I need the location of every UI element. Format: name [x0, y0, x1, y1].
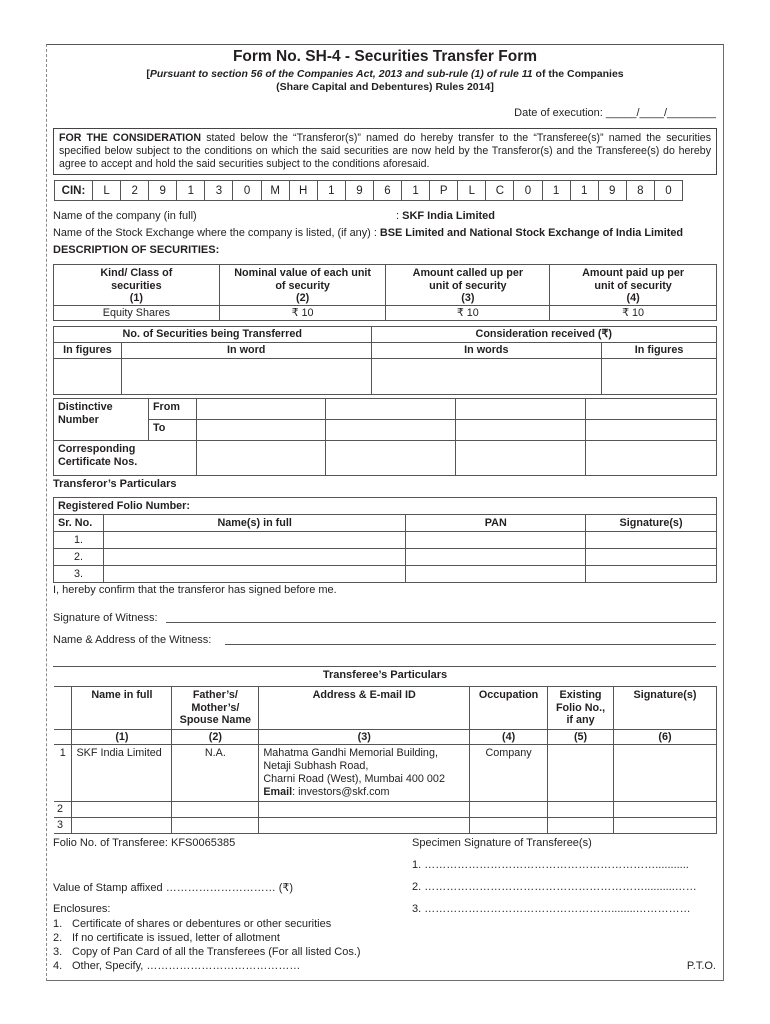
certificate-input-4[interactable] — [586, 441, 717, 476]
distinctive-to-input-1[interactable] — [196, 420, 325, 441]
transferee-signature[interactable] — [614, 745, 717, 802]
transferee-folio-number: Folio No. of Transferee: KFS0065385 — [53, 837, 236, 849]
distinctive-from-input-2[interactable] — [325, 399, 456, 420]
cin-char: 9 — [149, 181, 177, 201]
specimen-signature-heading: Specimen Signature of Transferee(s) — [412, 837, 592, 849]
transferor-heading: Transferor’s Particulars — [53, 478, 177, 490]
consideration-statement — [53, 128, 717, 175]
transferee-row — [54, 802, 717, 818]
consideration-in-words-header: In words — [371, 343, 602, 359]
names-header: Name(s) in full — [103, 515, 405, 532]
certificate-input-3[interactable] — [456, 441, 586, 476]
transferee-row-no: 3 — [54, 818, 72, 834]
transferee-occupation[interactable]: Company — [470, 745, 548, 802]
transferee-row-no: 2 — [54, 802, 72, 818]
transferor-row — [54, 549, 717, 566]
transferee-heading: Transferee’s Particulars — [322, 669, 448, 681]
transferee-signature-header: Signature(s) — [614, 687, 717, 730]
securities-in-word-header: In word — [121, 343, 371, 359]
company-name-label: Name of the company (in full) — [53, 210, 197, 222]
consideration-lead: FOR THE CONSIDERATION — [59, 132, 202, 144]
cin-char: 9 — [345, 181, 373, 201]
certificate-nos-label: Corresponding Certificate Nos. — [54, 441, 197, 476]
cin-char: L — [93, 181, 121, 201]
col-number: (6) — [614, 729, 717, 745]
stock-exchange-label: Name of the Stock Exchange where the company is listed, (if any) : — [53, 227, 377, 239]
enclosure-item: 3. Copy of Pan Card of all the Transferees (For all listed Cos.) — [53, 946, 361, 958]
desc-header-nominal: Nominal value of each unit of security (2) — [219, 265, 386, 306]
transferee-name[interactable] — [72, 818, 172, 834]
col-number: (2) — [172, 729, 259, 745]
distinctive-from-input-1[interactable] — [196, 399, 325, 420]
cin-char: 1 — [542, 181, 570, 201]
cin-table — [54, 180, 683, 201]
transferor-table — [53, 497, 717, 583]
desc-kind-value: Equity Shares — [54, 305, 220, 320]
transferee-existing-folio[interactable] — [548, 818, 614, 834]
sr-no-header: Sr. No. — [54, 515, 104, 532]
certificate-input-1[interactable] — [196, 441, 325, 476]
transferee-parent-name[interactable] — [172, 818, 259, 834]
securities-in-figures-header: In figures — [54, 343, 122, 359]
transferee-row — [54, 745, 717, 802]
col-number: (1) — [72, 729, 172, 745]
description-heading: DESCRIPTION OF SECURITIES: — [53, 244, 220, 256]
company-name: SKF India Limited — [402, 210, 496, 222]
transferor-row — [54, 532, 717, 549]
transferor-signature-input[interactable] — [586, 532, 717, 549]
transferor-row — [54, 566, 717, 583]
witness-name-input[interactable] — [225, 644, 716, 645]
desc-header-kind: Kind/ Class of securities (1) — [54, 265, 220, 306]
specimen-signature-line-2[interactable]: 2. ……………………………………………………..........…… — [412, 881, 697, 893]
transferee-existing-folio[interactable] — [548, 745, 614, 802]
cin-char: 3 — [205, 181, 233, 201]
date-of-execution-field[interactable]: Date of execution: _____/____/________ — [514, 107, 716, 119]
distinctive-from-input-3[interactable] — [456, 399, 586, 420]
transferee-table — [54, 686, 717, 834]
cin-char: 1 — [317, 181, 345, 201]
distinctive-number-label: Distinctive Number — [54, 399, 149, 441]
cin-char: L — [458, 181, 486, 201]
pto-label: P.T.O. — [686, 960, 716, 972]
desc-nominal-value: ₹ 10 — [219, 305, 386, 320]
transferor-signature-input[interactable] — [586, 566, 717, 583]
enclosure-item: 1. Certificate of shares or debentures or other securities — [53, 918, 332, 930]
transferee-name[interactable] — [72, 802, 172, 818]
certificate-input-2[interactable] — [325, 441, 456, 476]
transferee-parent-name[interactable] — [172, 802, 259, 818]
transferor-pan-input[interactable] — [406, 532, 586, 549]
securities-in-word-input[interactable] — [121, 359, 371, 395]
transferor-signature-input[interactable] — [586, 549, 717, 566]
desc-paid-up-value: ₹ 10 — [550, 305, 717, 320]
cin-char: 0 — [514, 181, 542, 201]
securities-transferred-table — [53, 326, 717, 395]
distinctive-from-input-4[interactable] — [586, 399, 717, 420]
securities-in-figures-input[interactable] — [54, 359, 122, 395]
stamp-value-field[interactable]: Value of Stamp affixed ………………………… (₹) — [53, 882, 294, 894]
distinctive-to-input-2[interactable] — [325, 420, 456, 441]
transferee-row — [54, 818, 717, 834]
cin-char: 9 — [598, 181, 626, 201]
pan-header: PAN — [406, 515, 586, 532]
col-number: (3) — [259, 729, 470, 745]
transferee-folio-header: Existing Folio No., if any — [548, 687, 614, 730]
witness-signature-input[interactable] — [166, 622, 716, 623]
consideration-text: stated below the “Transferor(s)” named do hereby transfer to the “Transferee(s)” named the securities specified below subject to the conditions on which the said securities are now held by the Transferor(s) and the Transferee(s) do hereby agree to accept and hold the said securities subject to the conditions aforesaid. — [59, 132, 711, 170]
sr-no: 1. — [54, 532, 104, 549]
consideration-in-figures-input[interactable] — [602, 359, 717, 395]
transferor-pan-input[interactable] — [406, 566, 586, 583]
consideration-header: Consideration received (₹) — [371, 327, 717, 343]
transferee-row-no: 1 — [54, 745, 72, 802]
cin-label: CIN: — [55, 181, 93, 201]
specimen-signature-line-3[interactable]: 3. ……………………………………………........…………… — [412, 903, 691, 915]
cin-char: 8 — [626, 181, 654, 201]
cin-char: 6 — [373, 181, 401, 201]
transferee-occupation[interactable] — [470, 818, 548, 834]
cin-char: M — [261, 181, 289, 201]
cin-char: 0 — [233, 181, 261, 201]
distinctive-to-input-4[interactable] — [586, 420, 717, 441]
subtitle-rest: of the Companies — [532, 68, 624, 80]
cin-char: 1 — [570, 181, 598, 201]
description-table — [53, 264, 717, 321]
stock-exchange-value: BSE Limited and National Stock Exchange of India Limited — [379, 227, 684, 239]
cin-char: 1 — [402, 181, 430, 201]
subtitle-italic: Pursuant to section 56 of the Companies Act, 2013 and sub-rule (1) of rule 11 — [149, 68, 533, 80]
to-label: To — [148, 420, 196, 441]
desc-header-called-up: Amount called up per unit of security (3) — [386, 265, 550, 306]
transferee-occupation[interactable] — [470, 802, 548, 818]
stock-exchange-line — [53, 227, 683, 239]
transferee-name-header: Name in full — [72, 687, 172, 730]
consideration-in-words-input[interactable] — [371, 359, 602, 395]
enclosure-item: 4. Other, Specify, …………………………………… — [53, 960, 301, 972]
transferee-address[interactable] — [259, 802, 470, 818]
subtitle-line2: (Share Capital and Debentures) Rules 2014] — [276, 81, 494, 93]
cin-char: 1 — [177, 181, 205, 201]
transferor-pan-input[interactable] — [406, 549, 586, 566]
desc-called-up-value: ₹ 10 — [386, 305, 550, 320]
desc-header-paid-up: Amount paid up per unit of security (4) — [550, 265, 717, 306]
sr-no: 3. — [54, 566, 104, 583]
subtitle-bracket: [ — [146, 68, 150, 80]
transferee-parent-name[interactable]: N.A. — [172, 745, 259, 802]
col-number: (4) — [470, 729, 548, 745]
company-name-value — [396, 210, 495, 222]
form-title: Form No. SH-4 - Securities Transfer Form — [232, 48, 538, 65]
cin-char: P — [430, 181, 458, 201]
consideration-in-figures-header: In figures — [602, 343, 717, 359]
section-divider — [53, 666, 716, 667]
transferee-address-header: Address & E-mail ID — [259, 687, 470, 730]
transferee-parent-header: Father’s/ Mother’s/ Spouse Name — [172, 687, 259, 730]
confirm-statement: I, hereby confirm that the transferor has signed before me. — [53, 584, 337, 596]
signatures-header: Signature(s) — [586, 515, 717, 532]
from-label: From — [148, 399, 196, 420]
colon: : — [396, 210, 400, 222]
transferee-no-sub — [54, 729, 72, 745]
witness-name-label: Name & Address of the Witness: — [53, 634, 212, 646]
distinctive-number-table — [53, 398, 717, 476]
transferee-name[interactable]: SKF India Limited — [72, 745, 172, 802]
form-subtitle — [46, 68, 724, 94]
col-number: (5) — [548, 729, 614, 745]
specimen-signature-line-1[interactable]: 1. ………………………………………………………........... — [412, 859, 689, 871]
transferee-signature[interactable] — [614, 802, 717, 818]
securities-count-header: No. of Securities being Transferred — [54, 327, 372, 343]
cin-char: 0 — [654, 181, 682, 201]
transferee-existing-folio[interactable] — [548, 802, 614, 818]
transferee-no-header — [54, 687, 72, 730]
registered-folio-number-field[interactable]: Registered Folio Number: — [54, 498, 717, 515]
cin-char: 2 — [121, 181, 149, 201]
transferee-occupation-header: Occupation — [470, 687, 548, 730]
transferor-name-input[interactable] — [103, 549, 405, 566]
transferee-signature[interactable] — [614, 818, 717, 834]
distinctive-to-input-3[interactable] — [456, 420, 586, 441]
transferor-name-input[interactable] — [103, 532, 405, 549]
witness-signature-label: Signature of Witness: — [53, 612, 158, 624]
transferor-name-input[interactable] — [103, 566, 405, 583]
enclosures-list — [53, 917, 361, 973]
cin-char: C — [486, 181, 514, 201]
enclosure-item: 2. If no certificate is issued, letter of allotment — [53, 932, 280, 944]
enclosures-heading: Enclosures: — [53, 903, 111, 915]
cin-char: H — [289, 181, 317, 201]
transferee-address[interactable]: Mahatma Gandhi Memorial Building, Netaji Subhash Road, Charni Road (West), Mumbai 400 002 Email: investors@skf.com — [259, 745, 470, 802]
sr-no: 2. — [54, 549, 104, 566]
transferee-address[interactable] — [259, 818, 470, 834]
